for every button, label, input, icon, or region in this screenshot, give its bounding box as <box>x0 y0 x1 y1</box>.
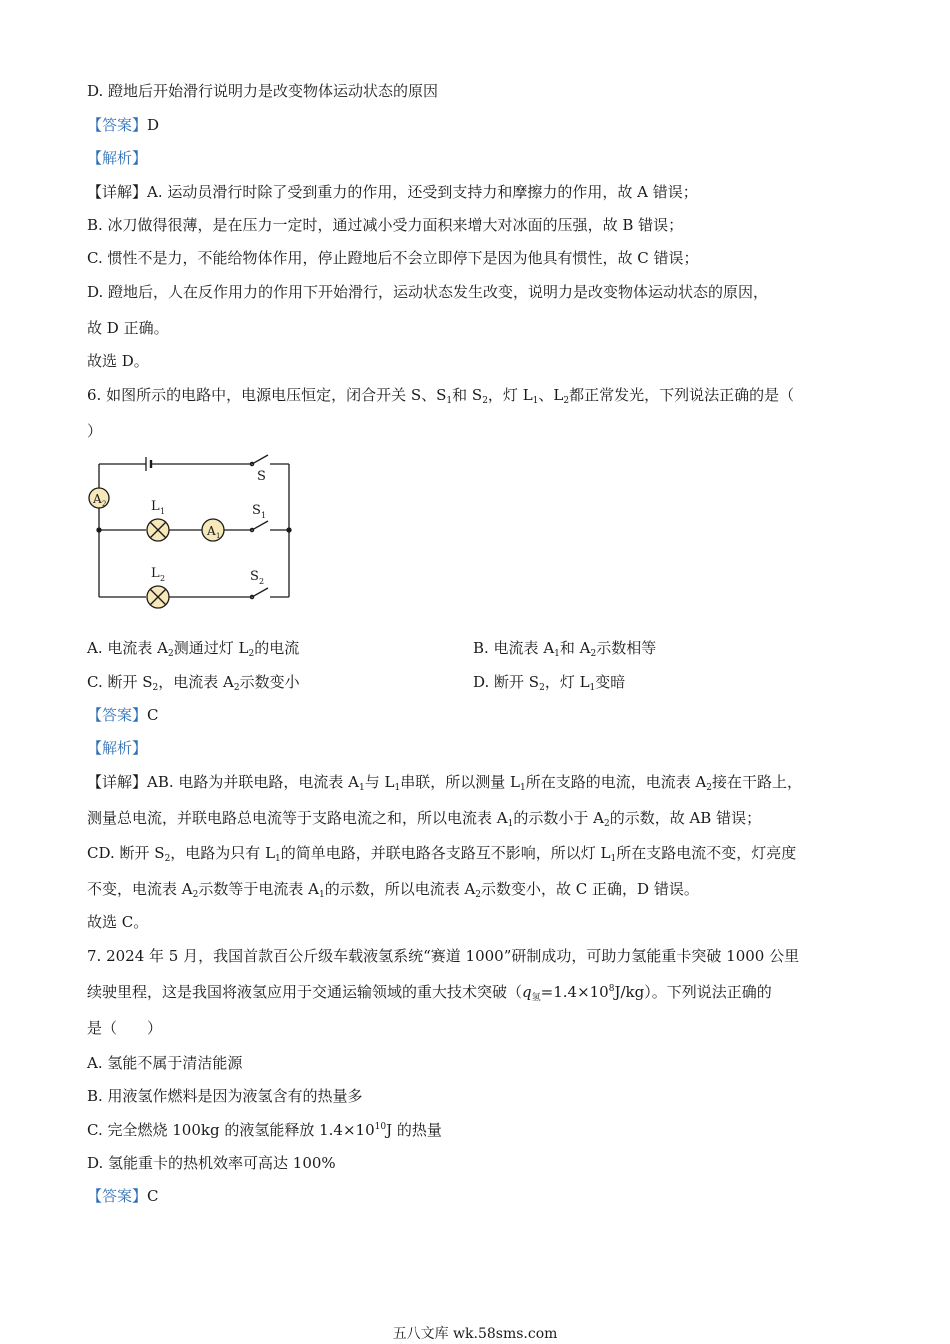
q6-choose: 故选 C。 <box>87 913 149 931</box>
q7-option-a: A. 氢能不属于清洁能源 <box>87 1054 243 1072</box>
q6-option-a: A. 电流表 $A_2$测通过灯 $L_2$的电流 <box>87 639 300 659</box>
detail-line-b: B. 冰刀做得很薄，是在压力一定时，通过减小受力面积来增大对冰面的压强，故 B 错误； <box>87 216 684 234</box>
answer-line: 【答案】D <box>87 116 160 134</box>
q6-answer: 【答案】C <box>87 706 159 724</box>
svg-text:A: A <box>93 492 102 506</box>
svg-text:1: 1 <box>261 511 267 520</box>
q7-option-b: B. 用液氢作燃料是因为液氢含有的热量多 <box>87 1087 363 1105</box>
svg-text:S: S <box>252 503 261 518</box>
svg-text:2: 2 <box>259 577 265 586</box>
detail-line: 【详解】A. 运动员滑行时除了受到重力的作用，还受到支持力和摩擦力的作用，故 A 错误； <box>87 183 698 201</box>
analysis-heading: 【解析】 <box>87 149 148 167</box>
page-footer: 五八文库 wk.58sms.com <box>392 1326 558 1342</box>
q6-detail-2: 测量总电流，并联电路总电流等于支路电流之和，所以电流表 $A_1$的示数小于 $A_2$的示数，故 AB 错误； <box>87 809 762 829</box>
svg-text:S: S <box>250 569 259 584</box>
q7-stem-3: 是（ ） <box>87 1019 163 1037</box>
svg-text:A: A <box>207 524 216 538</box>
q6-option-b: B. 电流表 $A_1$和 $A_2$示数相等 <box>473 639 657 659</box>
detail-line-d-cont: 故 D 正确。 <box>87 319 169 337</box>
q6-analysis-heading: 【解析】 <box>87 739 148 757</box>
q6-detail-4: 不变，电流表 $A_2$示数等于电流表 $A_1$的示数，所以电流表 $A_2$示数变小，故 C 正确，D 错误。 <box>87 880 699 900</box>
q6-detail-1: 【详解】AB. 电路为并联电路，电流表 $A_1$与 $L_1$串联，所以测量 $L_1$所在支路的电流，电流表 $A_2$接在干路上， <box>87 773 803 793</box>
q7-option-c: C. 完全燃烧 100kg 的液氢能释放 $1.4\times 10^{10}J$ 的热量 <box>87 1121 442 1139</box>
svg-text:L: L <box>151 566 160 581</box>
svg-text:2: 2 <box>160 574 166 583</box>
q6-stem-end: ） <box>87 422 103 440</box>
svg-text:1: 1 <box>216 532 221 540</box>
q7-option-d: D. 氢能重卡的热机效率可高达 100% <box>87 1154 336 1172</box>
svg-text:L: L <box>151 499 160 514</box>
svg-text:S: S <box>257 469 266 484</box>
q6-stem: 6. 如图所示的电路中，电源电压恒定，闭合开关 S、$S_1$和 $S_2$，灯 $L_1$、$L_2$都正常发光，下列说法正确的是（ <box>87 386 795 406</box>
detail-line-d: D. 蹬地后，人在反作用力的作用下开始滑行，运动状态发生改变，说明力是改变物体运动状态的原因， <box>87 283 769 301</box>
q6-detail-3: CD. 断开 $S_2$，电路为只有 $L_1$的简单电路，并联电路各支路互不影响，所以灯 $L_1$所在支路电流不变，灯亮度 <box>87 844 797 864</box>
switch-s2-blade <box>252 588 268 597</box>
choose-line: 故选 D。 <box>87 352 149 370</box>
q7-answer: 【答案】C <box>87 1187 159 1205</box>
option-d-line: D. 蹬地后开始滑行说明力是改变物体运动状态的原因 <box>87 82 439 100</box>
switch-s-blade <box>252 455 268 464</box>
q7-stem-2: 续驶里程，这是我国将液氢应用于交通运输领域的重大技术突破$(q_氢=1.4\times 10^8J/kg)$。下列说法正确的 <box>87 983 772 1003</box>
circuit-diagram <box>84 452 304 612</box>
q6-option-d: D. 断开 $S_2$，灯 $L_1$变暗 <box>473 673 626 693</box>
svg-text:1: 1 <box>160 507 166 516</box>
q7-stem-1: 7. 2024 年 5 月，我国首款百公斤级车载液氢系统“赛道 1000”研制成功，可助力氢能重卡突破 1000 公里 <box>87 947 800 965</box>
switch-s1-blade <box>252 521 268 530</box>
detail-line-c: C. 惯性不是力，不能给物体作用，停止蹬地后不会立即停下是因为他具有惯性，故 C 错误； <box>87 249 699 267</box>
q6-option-c: C. 断开 $S_2$，电流表 $A_2$示数变小 <box>87 673 300 693</box>
svg-text:2: 2 <box>102 500 107 508</box>
